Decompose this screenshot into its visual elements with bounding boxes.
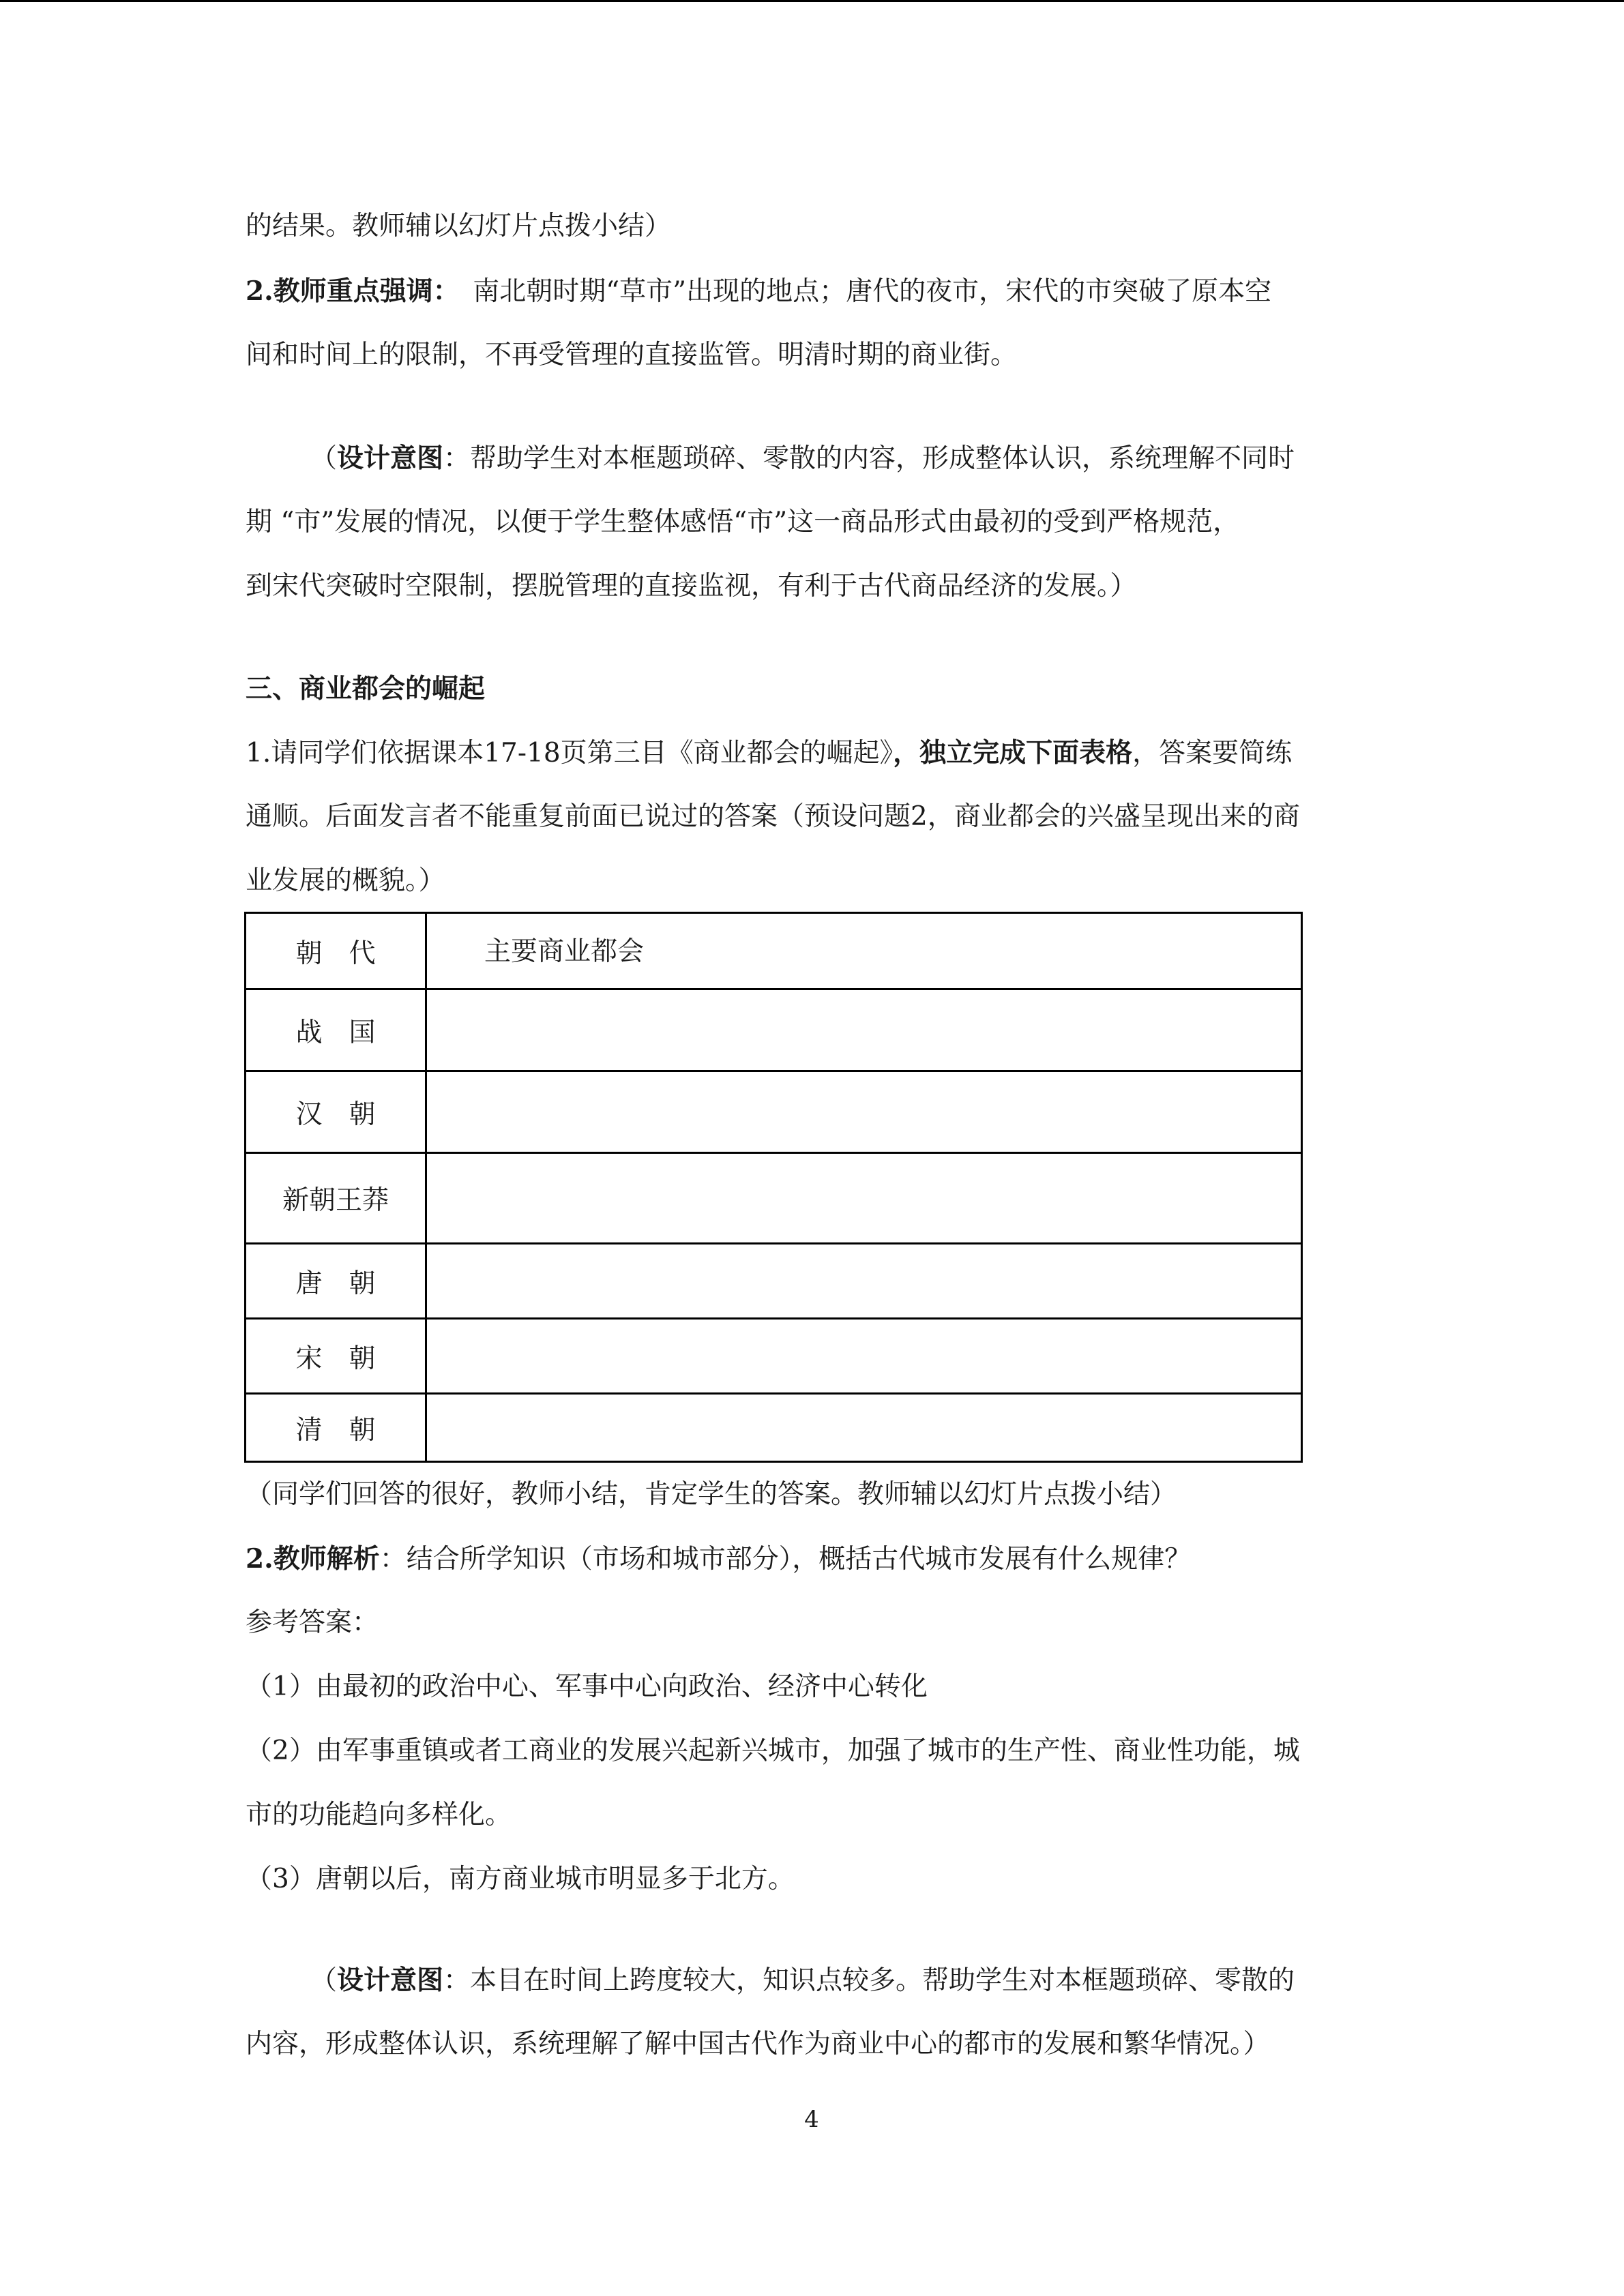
cities-cell: [426, 1071, 1302, 1153]
commercial-cities-table: [244, 912, 1303, 1463]
after-table-note: （同学们回答的很好，教师小结，肯定学生的答案。教师辅以幻灯片点拨小结）: [246, 1479, 1177, 1510]
analysis-text: ：结合所学知识（市场和城市部分），概括古代城市发展有什么规律？: [379, 1544, 1192, 1575]
task-text-a: 1.请同学们依据课本17-18页第三目《商业都会的崛起》: [246, 738, 894, 769]
page-top-border: [0, 0, 1624, 2]
reference-label: 参考答案：: [246, 1607, 379, 1638]
design-intent-text: 帮助学生对本框题琐碎、零散的内容，形成整体认识，系统理解不同时: [470, 443, 1295, 474]
task-text-c: ，答案要简练: [1132, 738, 1293, 769]
design-intent-1-line2: 期 “市”发展的情况，以便于学生整体感悟“市”这一商品形式由最初的受到严格规范，: [246, 507, 1240, 537]
dynasty-cell: 战 国: [246, 989, 426, 1071]
page-number: 4: [804, 2106, 819, 2133]
design-intent-text: 本目在时间上跨度较大，知识点较多。帮助学生对本框题琐碎、零散的: [470, 1965, 1295, 1996]
table-row: [246, 1153, 1302, 1244]
table-row: [246, 1319, 1302, 1394]
cities-cell: [426, 1319, 1302, 1394]
emphasis-paragraph: [246, 275, 1271, 308]
cities-cell: [426, 1153, 1302, 1244]
paragraph-line: 的结果。教师辅以幻灯片点拨小结）: [246, 211, 672, 241]
analysis-label: 2.教师解析: [246, 1543, 380, 1575]
cities-cell: [426, 1394, 1302, 1462]
emphasis-paragraph-cont: 间和时间上的限制，不再受管理的直接监管。明清时期的商业街。: [246, 340, 1018, 370]
design-intent-label: 设计意图: [337, 443, 444, 474]
emphasis-text: 南北朝时期“草市”出现的地点；唐代的夜市，宋代的市突破了原本空: [446, 276, 1272, 307]
dynasty-cell: 唐 朝: [246, 1244, 426, 1319]
table-header-row: [246, 913, 1302, 989]
table-row: [246, 1244, 1302, 1319]
answer-item: （3）唐朝以后，南方商业城市明显多于北方。: [246, 1864, 795, 1894]
dynasty-cell: 汉 朝: [246, 1071, 426, 1153]
header-cities: 主要商业都会: [426, 913, 1302, 989]
colon: ：: [443, 443, 471, 474]
design-intent-1: [310, 442, 1295, 475]
analysis-paragraph: [246, 1542, 1191, 1576]
task-paragraph: [246, 736, 1292, 770]
design-intent-label: 设计意图: [337, 1965, 444, 1996]
dynasty-cell: 新朝王莽: [246, 1153, 426, 1244]
design-intent-2-line2: 内容，形成整体认识，系统理解了解中国古代作为商业中心的都市的发展和繁华情况。）: [246, 2029, 1270, 2059]
dynasty-cell: 清 朝: [246, 1394, 426, 1462]
cities-cell: [426, 989, 1302, 1071]
answer-item: 市的功能趋向多样化。: [246, 1800, 512, 1830]
bracket-open: （: [310, 443, 338, 474]
dynasty-cell: 宋 朝: [246, 1319, 426, 1394]
table-row: [246, 1394, 1302, 1462]
answer-item: （1）由最初的政治中心、军事中心向政治、经济中心转化: [246, 1671, 928, 1702]
header-dynasty: 朝 代: [246, 913, 426, 989]
emphasis-label: 2.教师重点强调：: [246, 275, 447, 307]
task-text-bold: ，独立完成下面表格: [893, 737, 1133, 769]
task-paragraph-line2: 通顺。后面发言者不能重复前面已说过的答案（预设问题2，商业都会的兴盛呈现出来的商: [246, 801, 1300, 832]
colon: ：: [443, 1965, 471, 1996]
table-row: [246, 1071, 1302, 1153]
design-intent-2: [310, 1964, 1295, 1997]
section-title: 三、商业都会的崛起: [246, 673, 486, 704]
bracket-open: （: [310, 1965, 338, 1996]
design-intent-1-line3: 到宋代突破时空限制，摆脱管理的直接监视，有利于古代商品经济的发展。）: [246, 571, 1137, 601]
cities-cell: [426, 1244, 1302, 1319]
answer-item: （2）由军事重镇或者工商业的发展兴起新兴城市，加强了城市的生产性、商业性功能，城: [246, 1735, 1300, 1766]
task-paragraph-line3: 业发展的概貌。）: [246, 865, 445, 896]
table-row: [246, 989, 1302, 1071]
